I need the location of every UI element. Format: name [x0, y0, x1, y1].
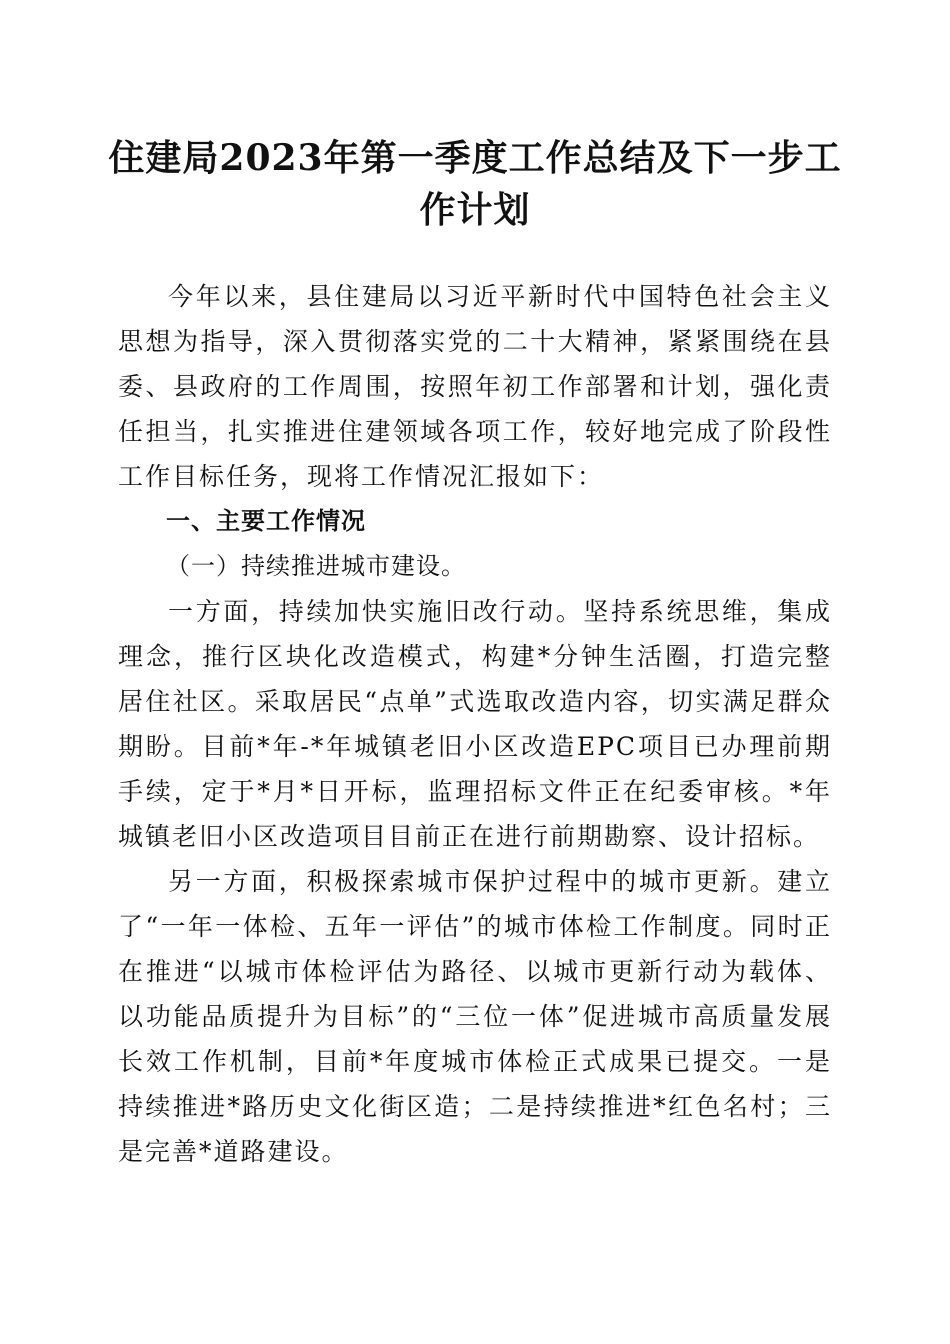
section-heading: 一、主要工作情况 — [166, 507, 366, 535]
body-paragraph-1: 一方面，持续加快实施旧改行动。坚持系统思维，集成理念，推行区块化改造模式，构建*分钟生活圈，打造完整居住社区。采取居民“点单”式选取改造内容，切实满足群众期盼。目前*年-*年城镇老旧小区改造EPC项目已办理前期手续，定于*月*日开标，监理招标文件正在纪委审核。*年城镇老旧小区改造项目目前正在进行前期勘察、设计招标。 — [118, 597, 832, 851]
subsection-heading: （一）持续推进城市建设。 — [166, 552, 466, 580]
document-body — [118, 274, 832, 1174]
document-title: 住建局2023年第一季度工作总结及下一步工作计划 — [108, 137, 842, 231]
intro-paragraph: 今年以来，县住建局以习近平新时代中国特色社会主义思想为指导，深入贯彻落实党的二十大精神，紧紧围绕在县委、县政府的工作周围，按照年初工作部署和计划，强化责任担当，扎实推进住建领域各项工作，较好地完成了阶段性工作目标任务，现将工作情况汇报如下： — [118, 282, 832, 491]
body-paragraph-2: 另一方面，积极探索城市保护过程中的城市更新。建立了“一年一体检、五年一评估”的城市体检工作制度。同时正在推进“以城市体检评估为路径、以城市更新行动为载体、以功能品质提升为目标”的“三位一体”促进城市高质量发展长效工作机制，目前*年度城市体检正式成果已提交。一是持续推进*路历史文化街区造；二是持续推进*红色名村；三是完善*道路建设。 — [118, 867, 832, 1166]
